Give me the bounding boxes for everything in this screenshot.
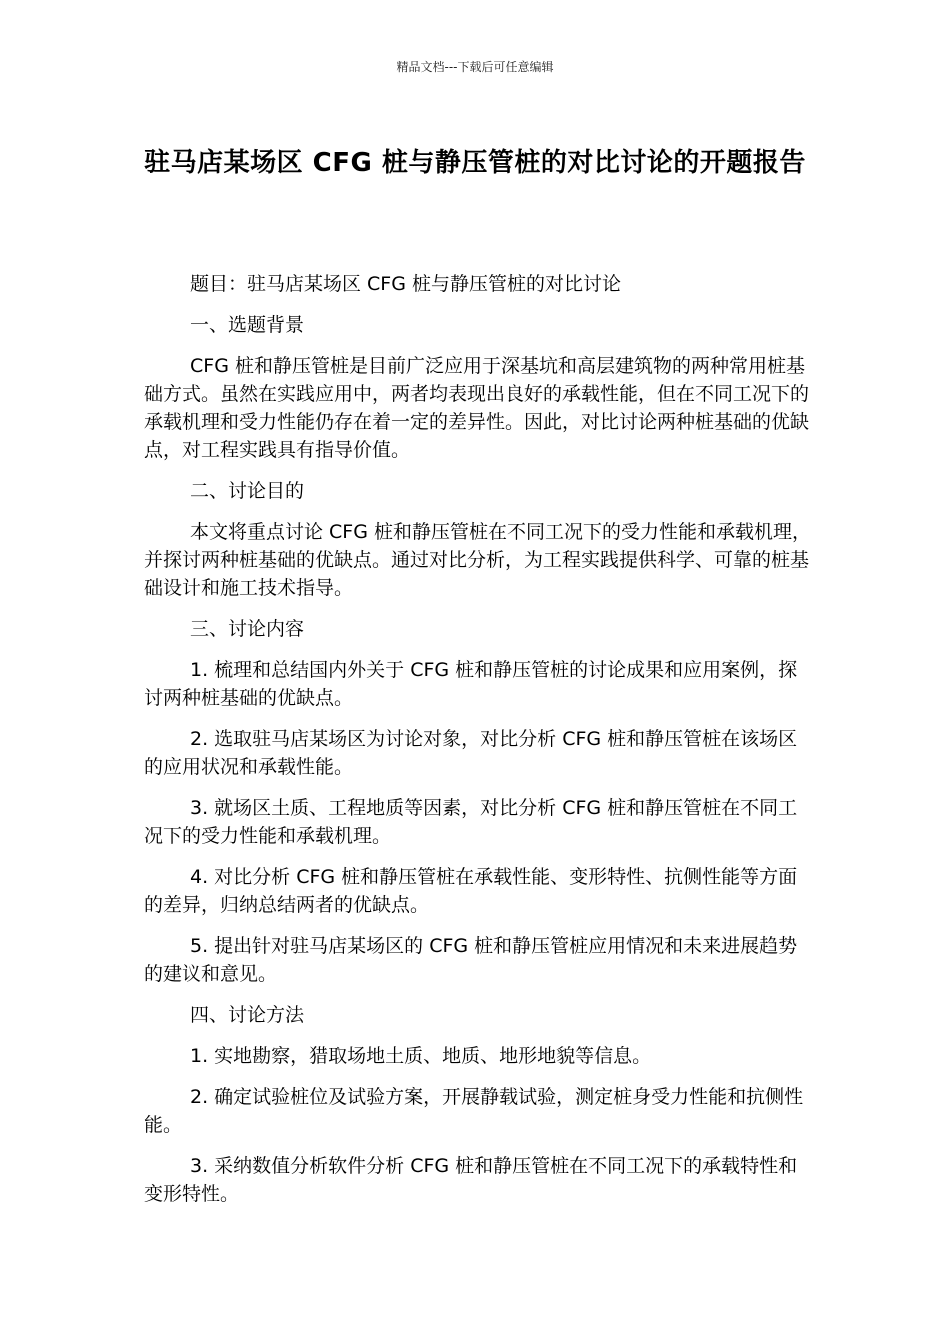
topic-line: 题目：驻马店某场区 CFG 桩与静压管桩的对比讨论 (190, 273, 621, 295)
paragraph: CFG 桩和静压管桩是目前广泛应用于深基坑和高层建筑物的两种常用桩基础方式。虽然在实践应用中，两者均表现出良好的承载性能，但在不同工况下的承载机理和受力性能仍存在着一定的差异性。因此，对比讨论两种桩基础的优缺点，对工程实践具有指导价值。 (144, 355, 810, 461)
list-item: 2. 选取驻马店某场区为讨论对象，对比分析 CFG 桩和静压管桩在该场区的应用状况和承载性能。 (144, 728, 798, 778)
page-header: 精品文档---下载后可任意编辑 (396, 60, 554, 74)
document-body (144, 270, 814, 1221)
list-item: 5. 提出针对驻马店某场区的 CFG 桩和静压管桩应用情况和未来进展趋势的建议和意见。 (144, 935, 798, 985)
list-item: 4. 对比分析 CFG 桩和静压管桩在承载性能、变形特性、抗侧性能等方面的差异，归纳总结两者的优缺点。 (144, 866, 798, 916)
section-heading: 一、选题背景 (190, 314, 305, 336)
section-heading: 四、讨论方法 (190, 1004, 305, 1026)
section-heading: 三、讨论内容 (190, 618, 305, 640)
paragraph: 本文将重点讨论 CFG 桩和静压管桩在不同工况下的受力性能和承载机理，并探讨两种桩基础的优缺点。通过对比分析，为工程实践提供科学、可靠的桩基础设计和施工技术指导。 (144, 521, 811, 599)
list-item: 1. 实地勘察，猎取场地土质、地质、地形地貌等信息。 (190, 1045, 652, 1067)
section-heading: 二、讨论目的 (190, 480, 305, 502)
list-item: 3. 就场区土质、工程地质等因素，对比分析 CFG 桩和静压管桩在不同工况下的受力性能和承载机理。 (144, 797, 798, 847)
list-item: 2. 确定试验桩位及试验方案，开展静载试验，测定桩身受力性能和抗侧性能。 (144, 1086, 804, 1136)
list-item: 1. 梳理和总结国内外关于 CFG 桩和静压管桩的讨论成果和应用案例，探讨两种桩基础的优缺点。 (144, 659, 798, 709)
list-item: 3. 采纳数值分析软件分析 CFG 桩和静压管桩在不同工况下的承载特性和变形特性。 (144, 1155, 798, 1205)
document-title: 驻马店某场区 CFG 桩与静压管桩的对比讨论的开题报告 (144, 148, 806, 178)
